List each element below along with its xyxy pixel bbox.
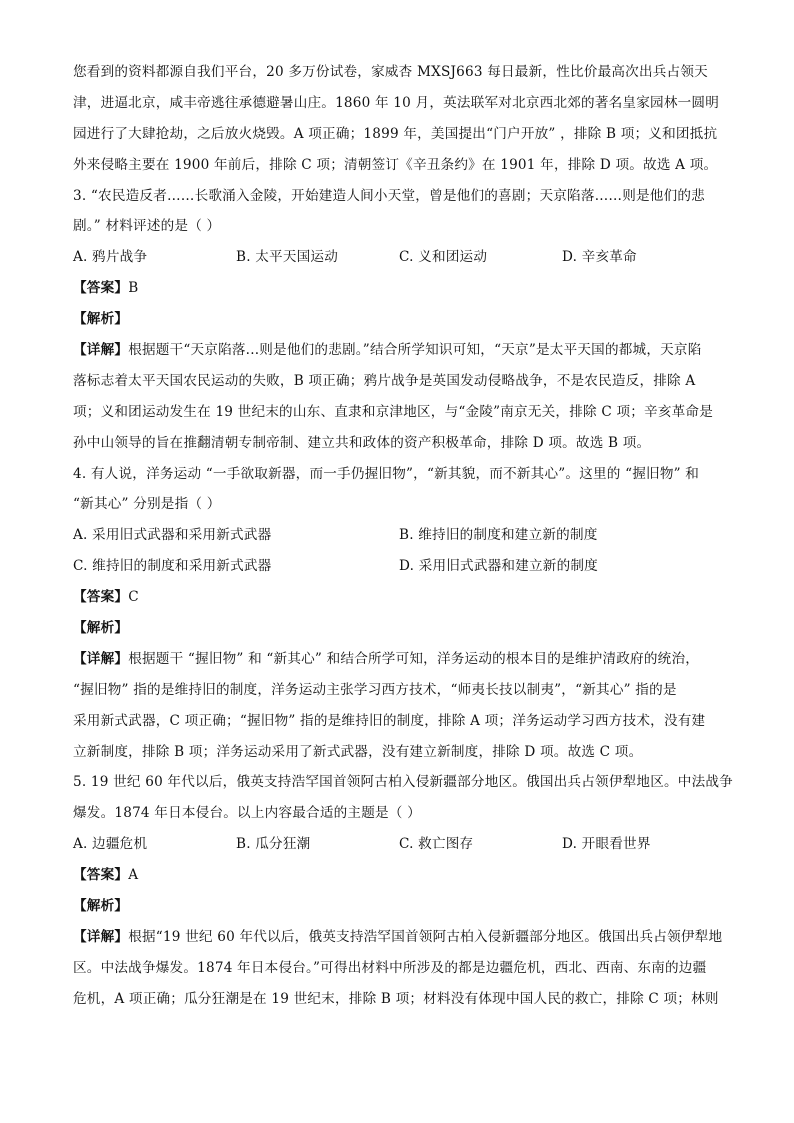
detail-line: 立新制度，排除 B 项；洋务运动采用了新式武器，没有建立新制度，排除 D 项。故选 C 项。 xyxy=(73,743,643,760)
option-d: D. 开眼看世界 xyxy=(562,836,651,853)
question-3 xyxy=(73,186,725,453)
question-5 xyxy=(73,772,733,1008)
answer-value: C xyxy=(128,589,139,606)
answer-line xyxy=(73,865,725,885)
option-c: C. 义和团运动 xyxy=(399,249,488,266)
option-b: B. 瓜分狂潮 xyxy=(236,836,311,853)
question-stem: “新其心” 分别是指（ ） xyxy=(73,496,221,513)
detail-text: 根据题干“天京陷落...则是他们的悲剧。”结合所学知识可知，“天京”是太平天国的都城，天京陷 xyxy=(128,342,702,359)
option-a: A. 鸦片战争 xyxy=(73,249,148,266)
question-options xyxy=(73,525,725,545)
detail-line: 区。中法战争爆发。1874 年日本侵台。”可得出材料中所涉及的都是边疆危机，西北、西南、东南的边疆 xyxy=(73,959,707,976)
answer-tag: 【答案】 xyxy=(73,280,129,297)
answer-line xyxy=(73,587,725,607)
question-stem: 爆发。1874 年日本侵台。以上内容最合适的主题是（ ） xyxy=(73,805,421,822)
analysis-tag: 【解析】 xyxy=(73,311,129,328)
intro-line: 外来侵略主要在 1900 年前后，排除 C 项；清朝签订《辛丑条约》在 1901 年，排除 D 项。故选 A 项。 xyxy=(73,156,718,173)
answer-tag: 【答案】 xyxy=(73,867,129,884)
option-b: B. 维持旧的制度和建立新的制度 xyxy=(399,527,598,544)
detail-line: “握旧物” 指的是维持旧的制度，洋务运动主张学习西方技术，“师夷长技以制夷”，“新其心” 指的是 xyxy=(73,681,677,698)
detail-line xyxy=(73,340,725,360)
detail-line: 落标志着太平天国农民运动的失败，B 项正确；鸦片战争是英国发动侵略战争，不是农民造反，排除 A xyxy=(73,372,696,389)
question-4 xyxy=(73,464,725,762)
detail-tag: 【详解】 xyxy=(73,342,129,359)
detail-text: 根据“19 世纪 60 年代以后，俄英支持浩罕国首领阿古柏入侵新疆部分地区。俄国出兵占领伊犁地 xyxy=(128,928,723,945)
question-stem: 4. 有人说，洋务运动 “一手欲取新器，而一手仍握旧物”，“新其貌，而不新其心”。这里的 “握旧物” 和 xyxy=(73,465,700,482)
detail-line xyxy=(73,927,725,947)
option-a: A. 边疆危机 xyxy=(73,836,148,853)
question-stem: 剧。” 材料评述的是（ ） xyxy=(73,218,221,235)
detail-tag: 【详解】 xyxy=(73,650,129,667)
intro-line: 您看到的资料都源自我们平台，20 多万份试卷，家威杏 MXSJ663 每日最新，性比价最高次出兵占领天 xyxy=(73,64,708,80)
detail-line: 危机，A 项正确；瓜分狂潮是在 19 世纪末，排除 B 项；材料没有体现中国人民的救亡，排除 C 项；林则 xyxy=(73,990,719,1007)
question-options xyxy=(73,247,725,267)
question-stem: 5. 19 世纪 60 年代以后，俄英支持浩罕国首领阿古柏入侵新疆部分地区。俄国出兵占领伊犁地区。中法战争 xyxy=(73,774,733,791)
question-stem: 3. “农民造反者……长歌涌入金陵，开始建造人间小天堂，曾是他们的喜剧；天京陷落……则是他们的悲 xyxy=(73,187,705,204)
option-c: C. 维持旧的制度和采用新式武器 xyxy=(73,558,272,575)
question-options xyxy=(73,556,725,576)
answer-value: A xyxy=(128,867,139,884)
option-d: D. 辛亥革命 xyxy=(562,249,637,266)
answer-line xyxy=(73,278,725,298)
option-a: A. 采用旧式武器和采用新式武器 xyxy=(73,527,272,544)
analysis-tag: 【解析】 xyxy=(73,620,129,637)
detail-line: 孙中山领导的旨在推翻清朝专制帝制、建立共和政体的资产积极革命，排除 D 项。故选 B 项。 xyxy=(73,434,651,451)
intro-line: 津，进逼北京，咸丰帝逃往承德避暑山庄。1860 年 10 月，英法联军对北京西北郊的著名皇家园林一圆明 xyxy=(73,94,719,111)
analysis-tag: 【解析】 xyxy=(73,898,129,915)
detail-line: 采用新式武器，C 项正确；“握旧物” 指的是维持旧的制度，排除 A 项；洋务运动学习西方技术，没有建 xyxy=(73,712,706,729)
detail-line xyxy=(73,649,725,669)
option-d: D. 采用旧式武器和建立新的制度 xyxy=(399,558,598,575)
option-c: C. 救亡图存 xyxy=(399,836,474,853)
answer-value: B xyxy=(128,280,139,297)
detail-text: 根据题干 “握旧物” 和 “新其心” 和结合所学可知，洋务运动的根本目的是维护清政府的统治， xyxy=(128,650,700,667)
document-page xyxy=(73,62,733,1020)
detail-line: 项；义和团运动发生在 19 世纪末的山东、直隶和京津地区，与“金陵”南京无关，排除 C 项；辛亥革命是 xyxy=(73,403,714,420)
question-options xyxy=(73,834,725,854)
detail-tag: 【详解】 xyxy=(73,928,129,945)
intro-line: 园进行了大肆抢劫，之后放火烧毁。A 项正确；1899 年，美国提出“门户开放” ，排除 B 项；义和团抵抗 xyxy=(73,125,718,142)
option-b: B. 太平天国运动 xyxy=(236,249,338,266)
answer-tag: 【答案】 xyxy=(73,589,129,606)
